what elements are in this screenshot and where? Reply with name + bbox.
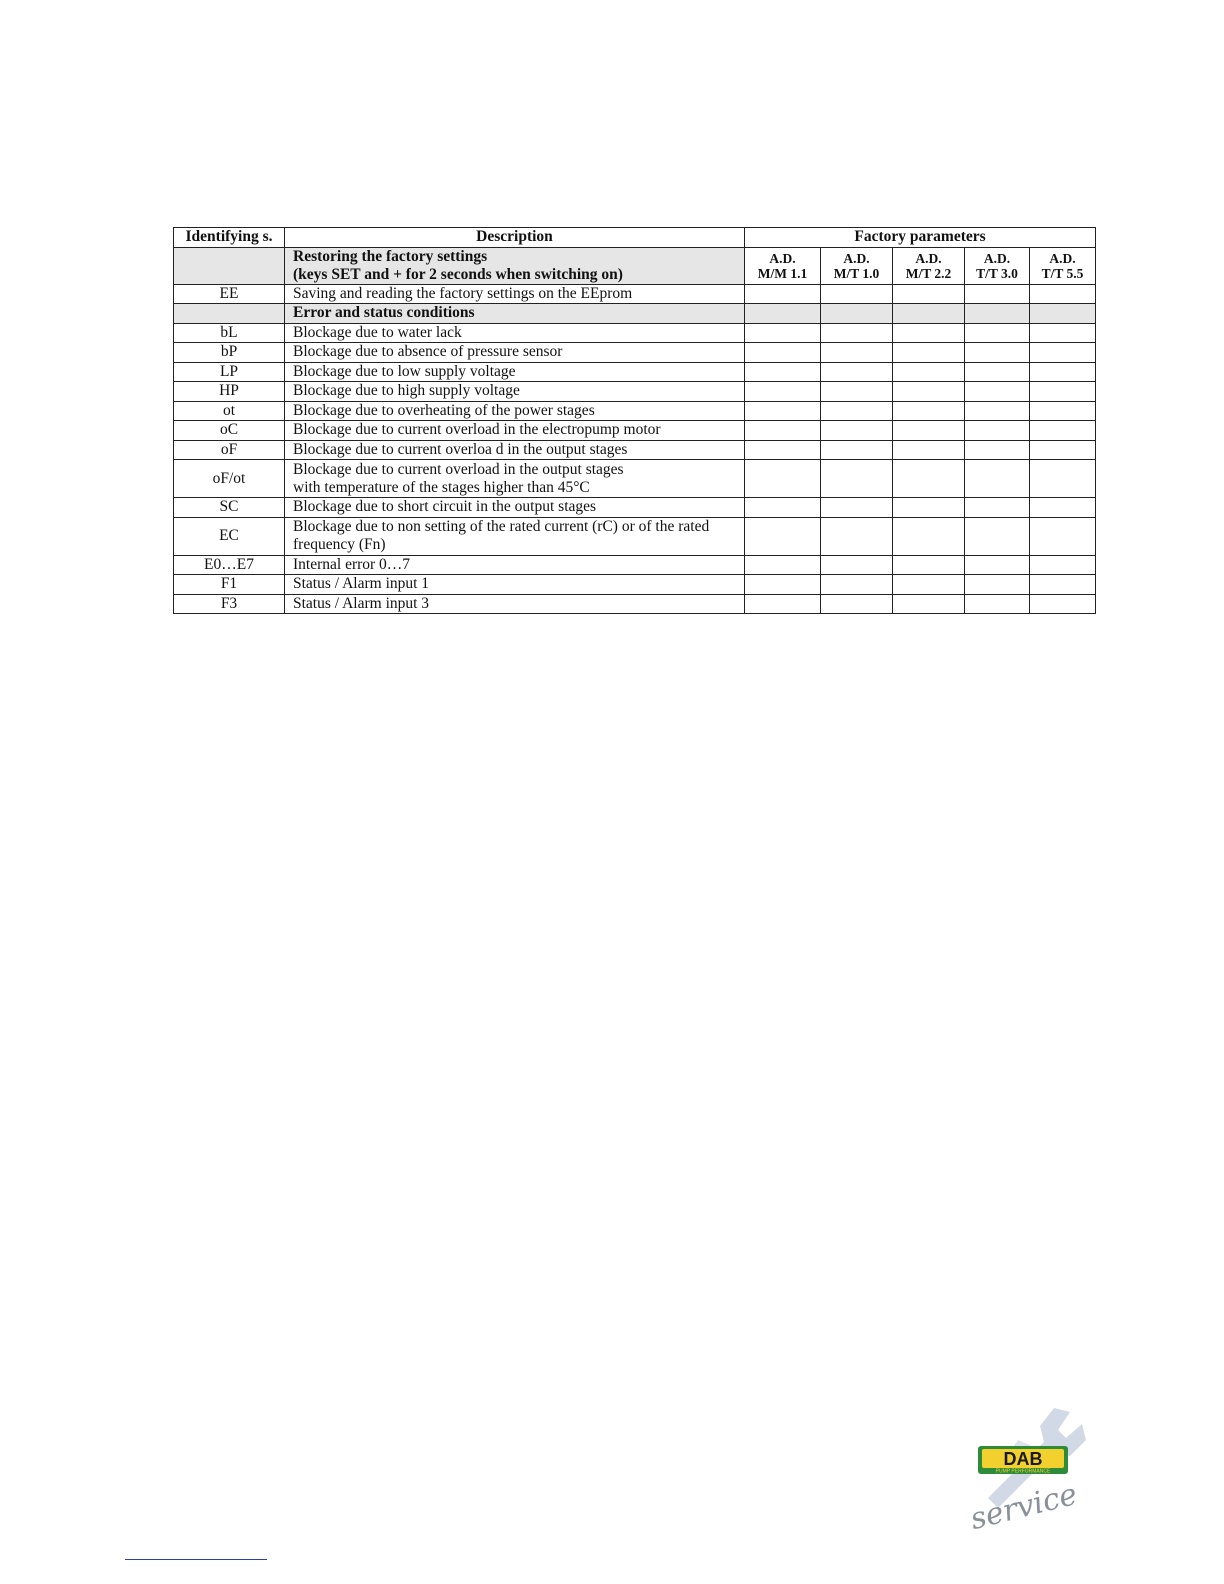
row-id: HP (174, 382, 285, 402)
table-row (174, 382, 1096, 402)
table-row (174, 460, 1096, 498)
row-description: Blockage due to current overloa d in the output stages (285, 440, 745, 460)
value-cell (821, 421, 893, 441)
model-code: M/T 2.2 (905, 265, 952, 281)
value-cell (893, 555, 965, 575)
value-cell (965, 362, 1030, 382)
model-tt-3-0 (965, 247, 1030, 284)
value-cell (893, 401, 965, 421)
dab-service-logo (958, 1400, 1092, 1538)
value-cell (1030, 284, 1096, 304)
model-label: A.D. (915, 250, 942, 266)
value-cell (821, 460, 893, 498)
value-cell (893, 382, 965, 402)
restore-description (285, 247, 745, 284)
value-cell (965, 284, 1030, 304)
row-id: bP (174, 343, 285, 363)
value-cell (965, 401, 1030, 421)
value-cell (745, 594, 821, 614)
value-cell (745, 421, 821, 441)
model-mt-2-2 (893, 247, 965, 284)
row-description: Blockage due to current overload in the electropump motor (285, 421, 745, 441)
value-cell (821, 362, 893, 382)
restore-line-1: Restoring the factory settings (293, 247, 488, 265)
error-rows (174, 323, 1096, 614)
section-error-row (174, 304, 1096, 324)
row-id: F1 (174, 575, 285, 595)
logo-tagline: PUMP PERFORMANCE (995, 1468, 1051, 1475)
logo-brand: DAB (1003, 1449, 1043, 1469)
value-cell (893, 362, 965, 382)
row-id: E0…E7 (174, 555, 285, 575)
row-description: Blockage due to overheating of the power stages (285, 401, 745, 421)
value-cell (965, 517, 1030, 555)
value-cell (821, 517, 893, 555)
table-row (174, 362, 1096, 382)
value-cell (745, 382, 821, 402)
header-factory-parameters: Factory parameters (745, 228, 1096, 248)
row-description-line: with temperature of the stages higher than 45°C (293, 478, 590, 496)
value-cell (893, 343, 965, 363)
model-mm-1-1 (745, 247, 821, 284)
value-cell (1030, 555, 1096, 575)
model-code: T/T 3.0 (976, 265, 1018, 281)
table-header-row (174, 228, 1096, 248)
model-code: M/T 1.0 (833, 265, 880, 281)
value-cell (893, 421, 965, 441)
table-row (174, 594, 1096, 614)
row-description: Internal error 0…7 (285, 555, 745, 575)
value-cell (965, 498, 1030, 518)
factory-parameters-table (173, 227, 1096, 614)
table-row (174, 575, 1096, 595)
value-cell (1030, 460, 1096, 498)
row-id: EC (174, 517, 285, 555)
row-id: oC (174, 421, 285, 441)
value-cell (965, 440, 1030, 460)
row-description: Saving and reading the factory settings on the EEprom (285, 284, 745, 304)
value-cell (1030, 401, 1096, 421)
row-id: bL (174, 323, 285, 343)
table-row (174, 343, 1096, 363)
value-cell (965, 555, 1030, 575)
value-cell (821, 382, 893, 402)
value-cell (1030, 517, 1096, 555)
value-cell (745, 284, 821, 304)
value-cell (893, 323, 965, 343)
value-cell (745, 555, 821, 575)
value-cell (965, 343, 1030, 363)
table-row (174, 323, 1096, 343)
model-mt-1-0 (821, 247, 893, 284)
value-cell (821, 284, 893, 304)
model-tt-5-5 (1030, 247, 1096, 284)
row-description: Blockage due to high supply voltage (285, 382, 745, 402)
row-id: ot (174, 401, 285, 421)
value-cell (821, 401, 893, 421)
value-cell (893, 304, 965, 324)
section-title: Error and status conditions (285, 304, 745, 324)
row-description (285, 460, 745, 498)
value-cell (893, 594, 965, 614)
row-id: oF (174, 440, 285, 460)
value-cell (965, 382, 1030, 402)
value-cell (745, 440, 821, 460)
value-cell (1030, 304, 1096, 324)
value-cell (893, 517, 965, 555)
model-label: A.D. (983, 250, 1011, 266)
value-cell (745, 460, 821, 498)
table-row (174, 284, 1096, 304)
model-label: A.D. (769, 250, 796, 266)
model-code: T/T 5.5 (1041, 265, 1084, 281)
value-cell (821, 343, 893, 363)
value-cell (745, 304, 821, 324)
row-id: LP (174, 362, 285, 382)
value-cell (893, 575, 965, 595)
footer-link-line (125, 1559, 267, 1560)
row-description: Blockage due to short circuit in the output stages (285, 498, 745, 518)
value-cell (1030, 421, 1096, 441)
value-cell (745, 575, 821, 595)
header-description: Description (285, 228, 745, 248)
model-code: M/M 1.1 (757, 265, 808, 281)
restore-id (174, 247, 285, 284)
logo-script: service (966, 1476, 1081, 1538)
row-description: Status / Alarm input 1 (285, 575, 745, 595)
value-cell (965, 304, 1030, 324)
value-cell (965, 594, 1030, 614)
value-cell (745, 362, 821, 382)
table-row (174, 555, 1096, 575)
table-row (174, 517, 1096, 555)
row-description-line: Blockage due to non setting of the rated current (rC) or of the rated (293, 518, 710, 535)
value-cell (1030, 498, 1096, 518)
table-row (174, 498, 1096, 518)
value-cell (1030, 362, 1096, 382)
value-cell (821, 440, 893, 460)
value-cell (745, 323, 821, 343)
row-description-line: Blockage due to current overload in the output stages (293, 460, 624, 478)
value-cell (893, 440, 965, 460)
value-cell (821, 498, 893, 518)
header-identifying: Identifying s. (174, 228, 285, 248)
value-cell (1030, 323, 1096, 343)
value-cell (1030, 343, 1096, 363)
value-cell (965, 421, 1030, 441)
value-cell (745, 343, 821, 363)
row-description (285, 517, 745, 555)
table-row (174, 421, 1096, 441)
value-cell (821, 323, 893, 343)
value-cell (1030, 594, 1096, 614)
row-description-line: frequency (Fn) (293, 536, 386, 553)
restore-row (174, 247, 1096, 284)
value-cell (821, 575, 893, 595)
value-cell (745, 498, 821, 518)
value-cell (745, 517, 821, 555)
value-cell (821, 304, 893, 324)
row-id: oF/ot (174, 460, 285, 498)
value-cell (893, 498, 965, 518)
row-description: Blockage due to water lack (285, 323, 745, 343)
value-cell (965, 575, 1030, 595)
value-cell (965, 460, 1030, 498)
value-cell (965, 323, 1030, 343)
value-cell (1030, 575, 1096, 595)
model-label: A.D. (1049, 250, 1076, 266)
value-cell (745, 401, 821, 421)
table-row (174, 401, 1096, 421)
row-id: EE (174, 284, 285, 304)
value-cell (893, 460, 965, 498)
value-cell (821, 594, 893, 614)
section-id (174, 304, 285, 324)
model-label: A.D. (843, 250, 870, 266)
value-cell (1030, 382, 1096, 402)
table-row (174, 440, 1096, 460)
value-cell (821, 555, 893, 575)
value-cell (1030, 440, 1096, 460)
row-description: Blockage due to low supply voltage (285, 362, 745, 382)
restore-line-2: (keys SET and + for 2 seconds when switching on) (293, 265, 623, 283)
row-id: SC (174, 498, 285, 518)
row-description: Blockage due to absence of pressure sensor (285, 343, 745, 363)
row-description: Status / Alarm input 3 (285, 594, 745, 614)
value-cell (893, 284, 965, 304)
row-id: F3 (174, 594, 285, 614)
